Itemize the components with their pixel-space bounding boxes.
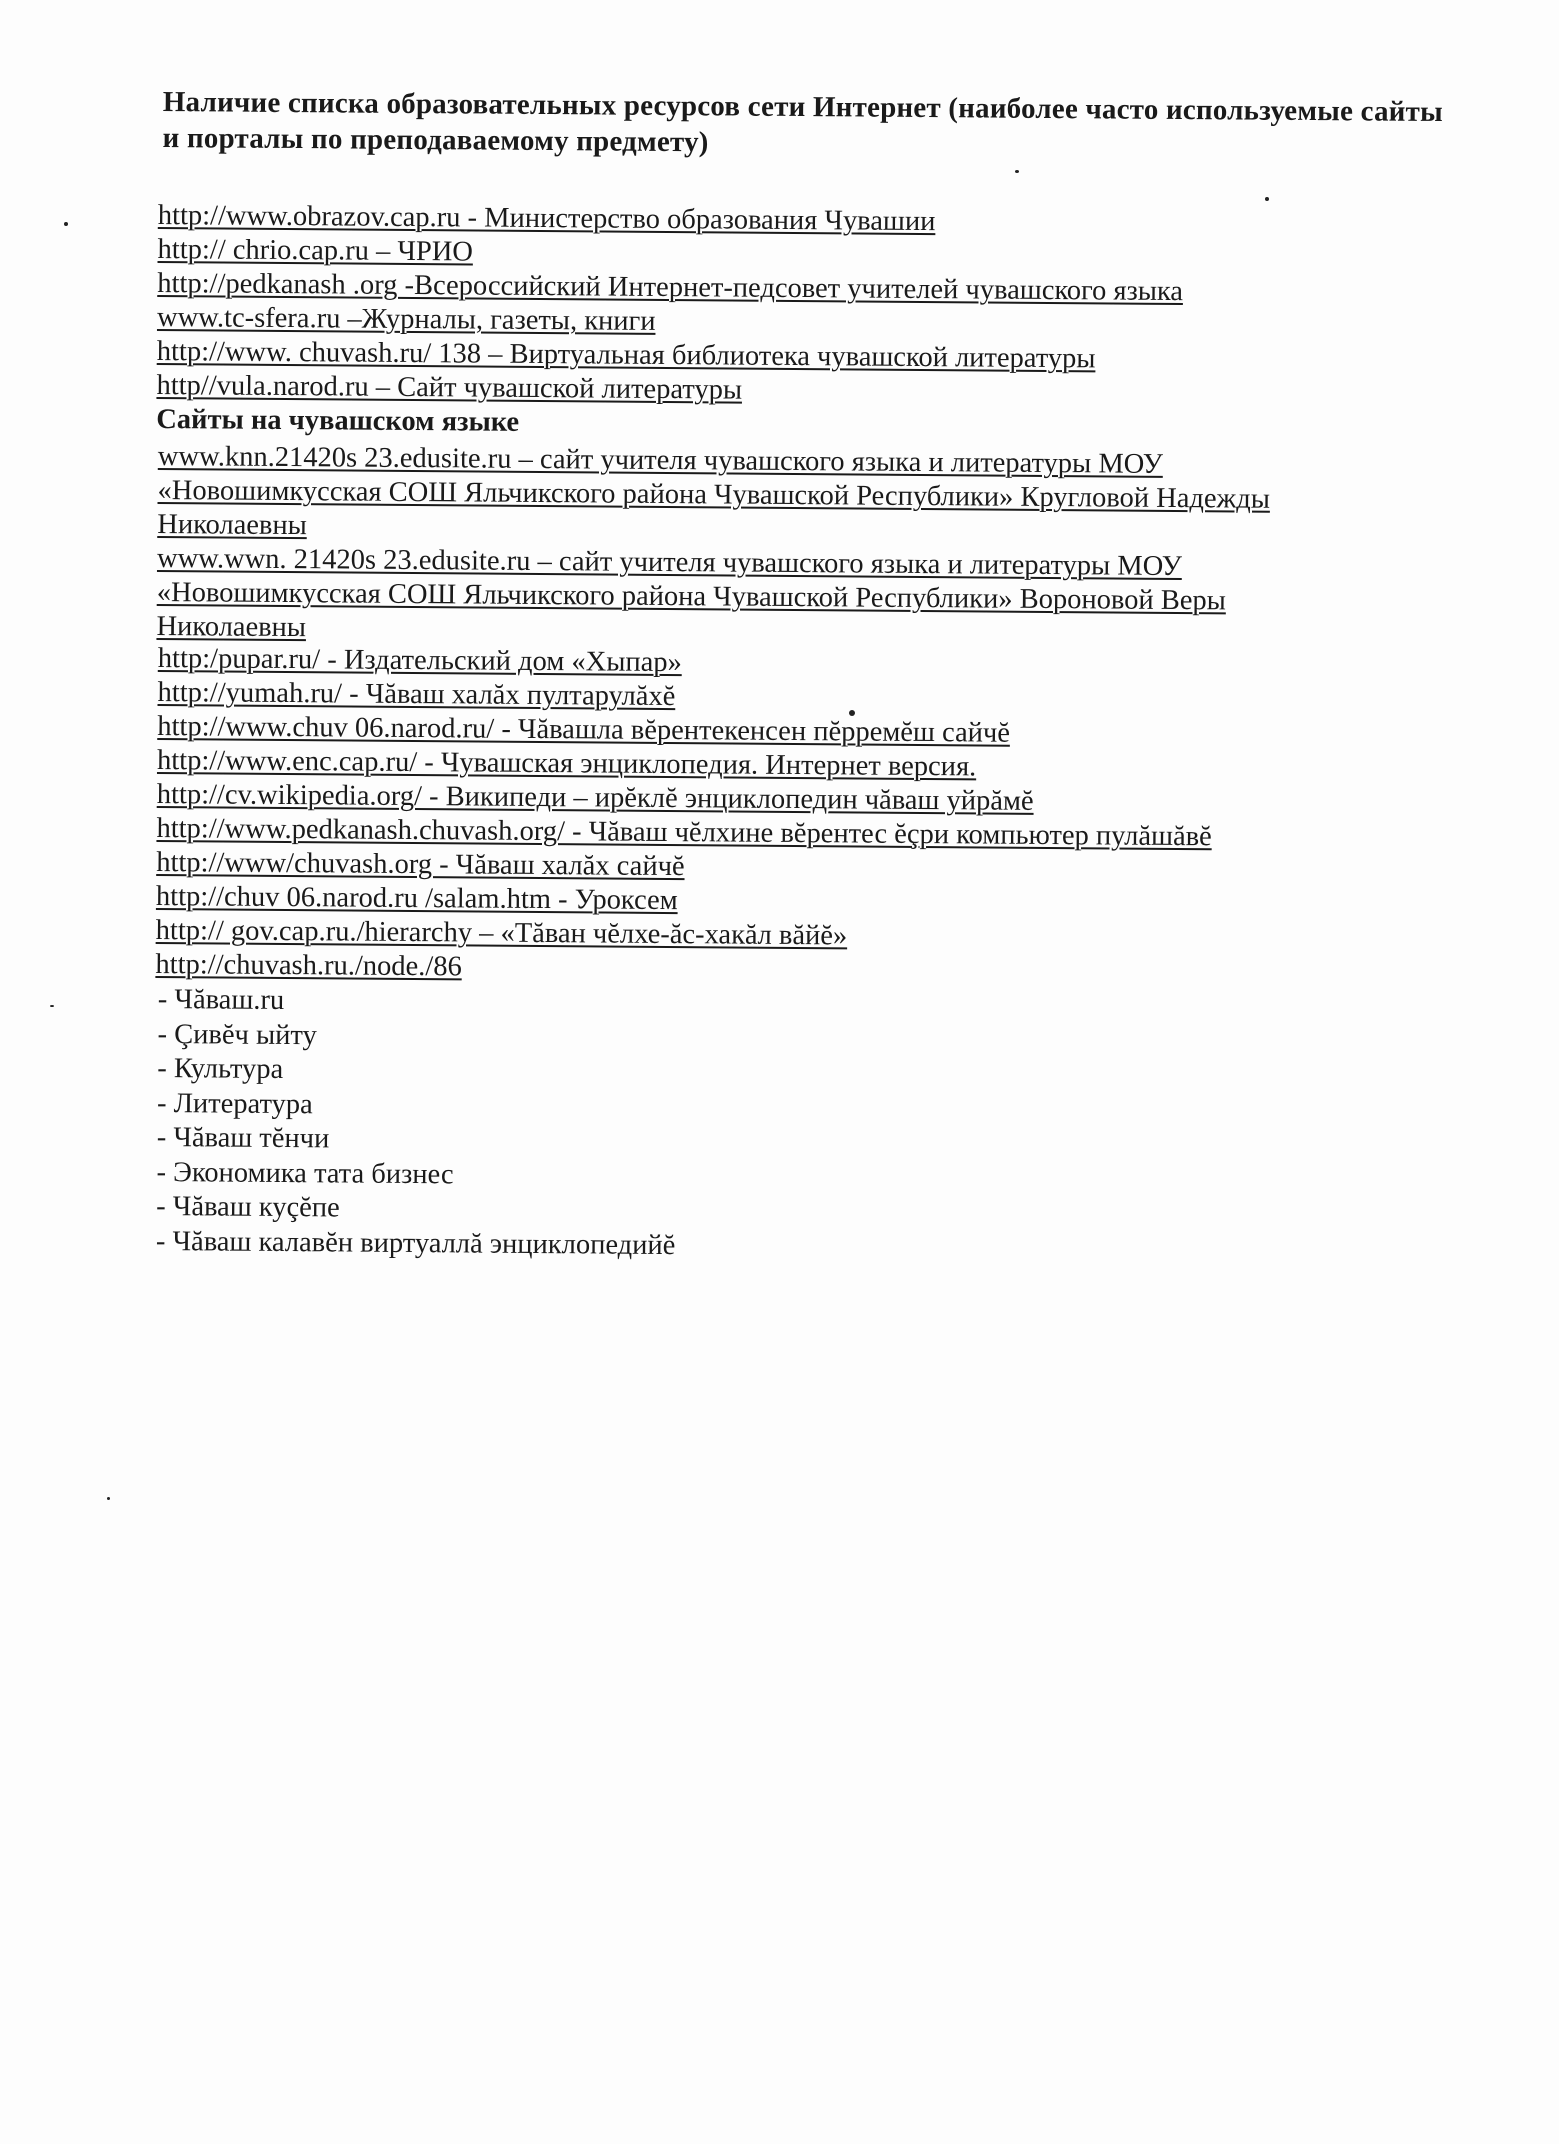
link-item[interactable]: http://yumah.ru/ - Чăваш халăх пултарулăхĕ	[157, 676, 676, 713]
list-item: - Çивĕч ыйту	[157, 1018, 317, 1051]
link-item[interactable]: http:/pupar.ru/ - Издательский дом «Хыпар»	[157, 642, 682, 679]
link-item[interactable]: http://chuv 06.narod.ru /salam.htm - Уроксем	[155, 880, 678, 917]
subsection-list	[156, 983, 1398, 1269]
scan-speck	[1015, 170, 1019, 173]
teacher-site-item[interactable]: www.wwn. 21420s 23.edusite.ru – сайт учителя чувашского языка и литературы МОУ «Новошимкусская СОШ Яльчикского района Чувашской Республики» Вороновой Веры Николаевны	[156, 542, 1227, 644]
scan-speck	[64, 222, 68, 226]
list-item: - Чăваш.ru	[157, 983, 285, 1016]
list-item: - Литература	[156, 1087, 313, 1120]
link-item[interactable]: http:// gov.cap.ru./hierarchy – «Тăван чĕлхе-ăс-хакăл вăйĕ»	[155, 914, 848, 952]
link-item[interactable]: http//vula.narod.ru – Сайт чувашской литературы	[156, 369, 743, 406]
list-item: - Чăваш тĕнчи	[156, 1121, 330, 1155]
link-item[interactable]: http://chuvash.ru./node./86	[155, 948, 462, 983]
link-item[interactable]: http://www.enc.cap.ru/ - Чувашская энциклопедия. Интернет версия.	[156, 744, 977, 783]
list-item: - Культура	[157, 1052, 284, 1085]
chuvash-links	[155, 642, 1398, 992]
scan-speck	[1265, 197, 1269, 201]
link-item[interactable]: http://www. chuvash.ru/ 138 – Виртуальная библиотека чувашской литературы	[156, 335, 1096, 375]
link-item[interactable]: http://pedkanash .org -Всероссийский Интернет-педсовет учителей чувашского языка	[157, 267, 1184, 308]
link-item[interactable]: http:// chrio.cap.ru – ЧРИО	[157, 233, 474, 268]
list-item: - Экономика тата бизнес	[156, 1156, 454, 1190]
teacher-sites	[156, 440, 1373, 654]
link-item[interactable]: http://www.pedkanash.chuvash.org/ - Чăваш чĕлхине вĕрентес ĕçри компьютер пулăшăвĕ	[156, 812, 1212, 853]
link-item[interactable]: http://cv.wikipedia.org/ - Википеди – ирĕклĕ энциклопедин чăваш уйрăмĕ	[156, 778, 1034, 817]
list-item: - Чăваш куçĕпе	[156, 1190, 340, 1224]
general-links	[156, 199, 1398, 447]
link-item[interactable]: http://www/chuvash.org - Чăваш халăх сайчĕ	[156, 846, 685, 883]
list-item: - Чăваш калавĕн виртуаллă энциклопедийĕ	[155, 1225, 676, 1261]
link-item[interactable]: http://www.obrazov.cap.ru - Министерство образования Чувашии	[157, 199, 936, 238]
link-item[interactable]: http://www.chuv 06.narod.ru/ - Чăвашла вĕрентекенсен пĕрремĕш сайчĕ	[157, 710, 1011, 749]
scan-speck	[107, 1497, 110, 1500]
page-title: Наличие списка образовательных ресурсов сети Интернет (наиболее часто используемые сайты и порталы по преподаваемому предмету)	[162, 85, 1444, 159]
link-item[interactable]: www.tc-sfera.ru –Журналы, газеты, книги	[156, 301, 656, 337]
section-heading: Сайты на чувашском языке	[156, 403, 520, 438]
teacher-site-item[interactable]: www.knn.21420s 23.edusite.ru – сайт учителя чувашского языка и литературы МОУ «Новошимкусская СОШ Яльчикского района Чувашской Республики» Кругловой Надежды Николаевны	[157, 440, 1271, 542]
scan-speck	[50, 1005, 54, 1007]
